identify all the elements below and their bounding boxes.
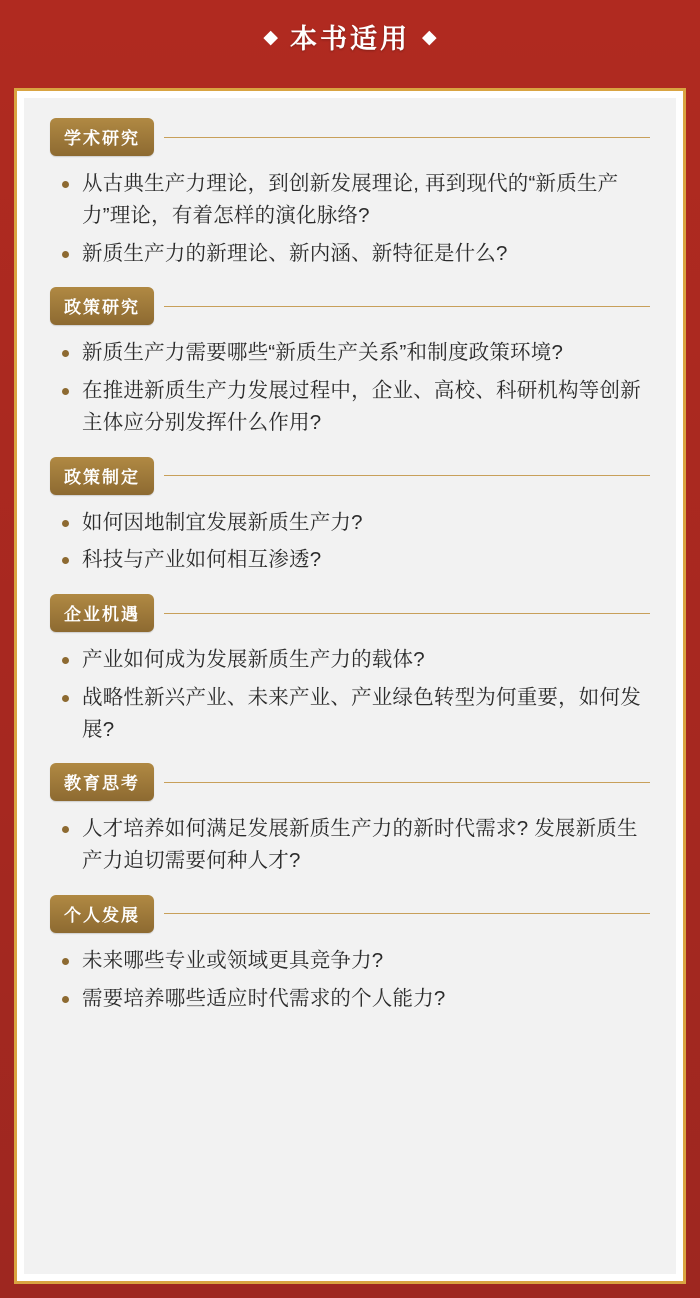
list-item: 人才培养如何满足发展新质生产力的新时代需求? 发展新质生产力迫切需要何种人才? (58, 813, 646, 877)
section-enterprise-opportunity (50, 594, 650, 745)
section-header (50, 594, 650, 632)
divider-line (164, 913, 650, 914)
list-item: 在推进新质生产力发展过程中，企业、高校、科研机构等创新主体应分别发挥什么作用? (58, 375, 646, 439)
section-academic-research (50, 118, 650, 269)
list-item: 科技与产业如何相互渗透? (58, 544, 646, 576)
page-title: 本书适用 (290, 23, 410, 54)
list-item: 产业如何成为发展新质生产力的载体? (58, 644, 646, 676)
section-header (50, 118, 650, 156)
list-item: 新质生产力的新理论、新内涵、新特征是什么? (58, 238, 646, 270)
section-tag: 政策研究 (50, 287, 154, 325)
diamond-right-icon: ◆ (422, 26, 437, 48)
section-item-list (50, 337, 650, 438)
section-header (50, 287, 650, 325)
poster-header (0, 0, 700, 72)
section-tag: 个人发展 (50, 895, 154, 933)
section-education-reflection (50, 763, 650, 877)
list-item: 从古典生产力理论，到创新发展理论, 再到现代的“新质生产力”理论，有着怎样的演化脉络? (58, 168, 646, 232)
section-item-list (50, 945, 650, 1015)
divider-line (164, 475, 650, 476)
list-item: 如何因地制宜发展新质生产力? (58, 507, 646, 539)
divider-line (164, 137, 650, 138)
section-header (50, 895, 650, 933)
section-header (50, 457, 650, 495)
content-frame (14, 88, 686, 1284)
list-item: 战略性新兴产业、未来产业、产业绿色转型为何重要，如何发展? (58, 682, 646, 746)
section-item-list (50, 507, 650, 577)
list-item: 未来哪些专业或领域更具竞争力? (58, 945, 646, 977)
section-item-list (50, 168, 650, 269)
content-sheet (24, 98, 676, 1274)
list-item: 需要培养哪些适应时代需求的个人能力? (58, 983, 646, 1015)
section-personal-development (50, 895, 650, 1015)
list-item: 新质生产力需要哪些“新质生产关系”和制度政策环境? (58, 337, 646, 369)
section-item-list (50, 813, 650, 877)
section-policy-research (50, 287, 650, 438)
divider-line (164, 613, 650, 614)
divider-line (164, 306, 650, 307)
section-item-list (50, 644, 650, 745)
section-tag: 政策制定 (50, 457, 154, 495)
section-tag: 教育思考 (50, 763, 154, 801)
section-policy-making (50, 457, 650, 577)
section-tag: 企业机遇 (50, 594, 154, 632)
diamond-left-icon: ◆ (263, 26, 278, 48)
section-header (50, 763, 650, 801)
divider-line (164, 782, 650, 783)
section-tag: 学术研究 (50, 118, 154, 156)
